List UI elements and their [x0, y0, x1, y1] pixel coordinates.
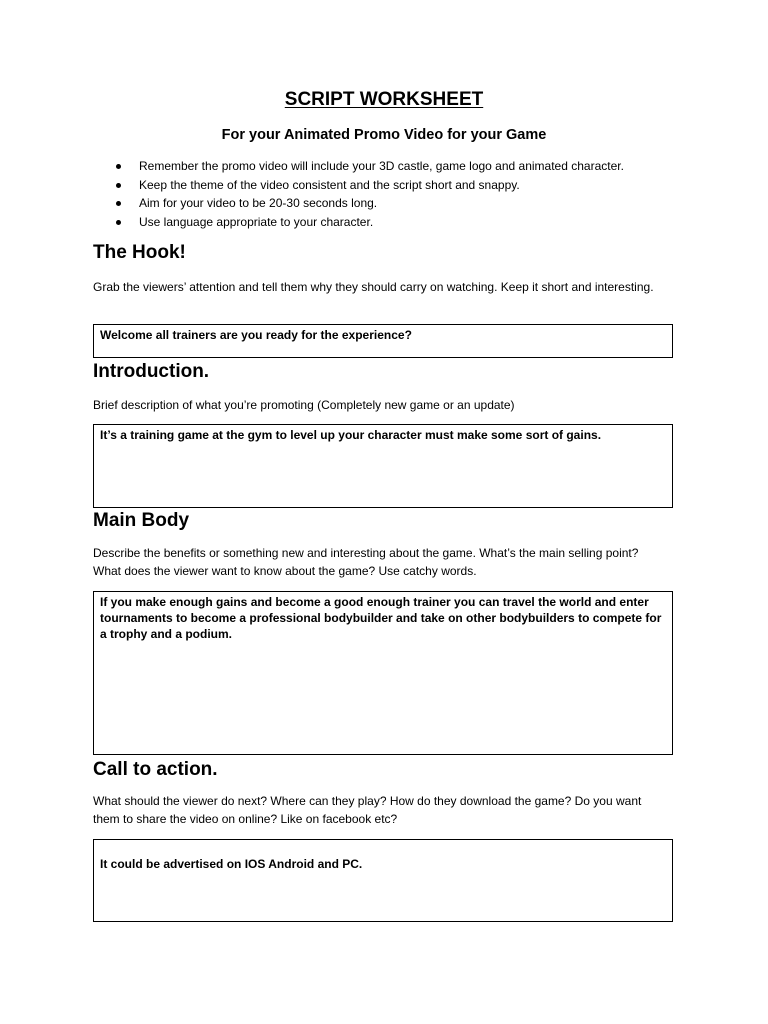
- bullet-icon: [116, 201, 121, 206]
- list-item-text: Keep the theme of the video consistent and the script short and snappy.: [139, 177, 520, 192]
- page-title: SCRIPT WORKSHEET: [284, 89, 484, 110]
- introduction-description: Brief description of what you’re promoting (Completely new game or an update): [93, 398, 515, 412]
- main-body-description: Describe the benefits or something new and interesting about the game. What’s the main selling point? What does the viewer want to know about the game? Use catchy words.: [93, 546, 639, 578]
- main-body-heading: Main Body: [93, 510, 190, 531]
- page-subtitle: For your Animated Promo Video for your Game: [221, 127, 547, 143]
- list-item: [94, 176, 624, 195]
- bullet-icon: [116, 183, 121, 188]
- list-item-text: Aim for your video to be 20-30 seconds long.: [139, 196, 378, 210]
- bullet-icon: [116, 220, 121, 225]
- list-item: [94, 194, 624, 213]
- list-item: [94, 213, 624, 232]
- hook-heading: The Hook!: [93, 242, 186, 263]
- call-to-action-answer-box[interactable]: It could be advertised on IOS Android and PC.: [93, 839, 673, 922]
- introduction-answer-box[interactable]: It’s a training game at the gym to level up your character must make some sort of gains.: [93, 424, 673, 508]
- call-to-action-heading: Call to action.: [93, 759, 218, 780]
- call-to-action-description: What should the viewer do next? Where can they play? How do they download the game? Do you want them to share the video on online? Like on facebook etc?: [93, 794, 642, 826]
- introduction-heading: Introduction.: [93, 361, 210, 382]
- hook-answer-box[interactable]: Welcome all trainers are you ready for the experience?: [93, 324, 673, 358]
- bullet-icon: [116, 164, 121, 169]
- list-item-text: Use language appropriate to your character.: [139, 214, 374, 229]
- list-item: [94, 157, 624, 176]
- hook-description: Grab the viewers’ attention and tell them why they should carry on watching. Keep it short and interesting.: [93, 280, 654, 294]
- instructions-list: [94, 157, 624, 231]
- main-body-answer-box[interactable]: If you make enough gains and become a good enough trainer you can travel the world and enter tournaments to become a professional bodybuilder and take on other bodybuilders to compete for a trophy and a podium.: [93, 591, 673, 755]
- list-item-text: Remember the promo video will include your 3D castle, game logo and animated character.: [139, 159, 624, 173]
